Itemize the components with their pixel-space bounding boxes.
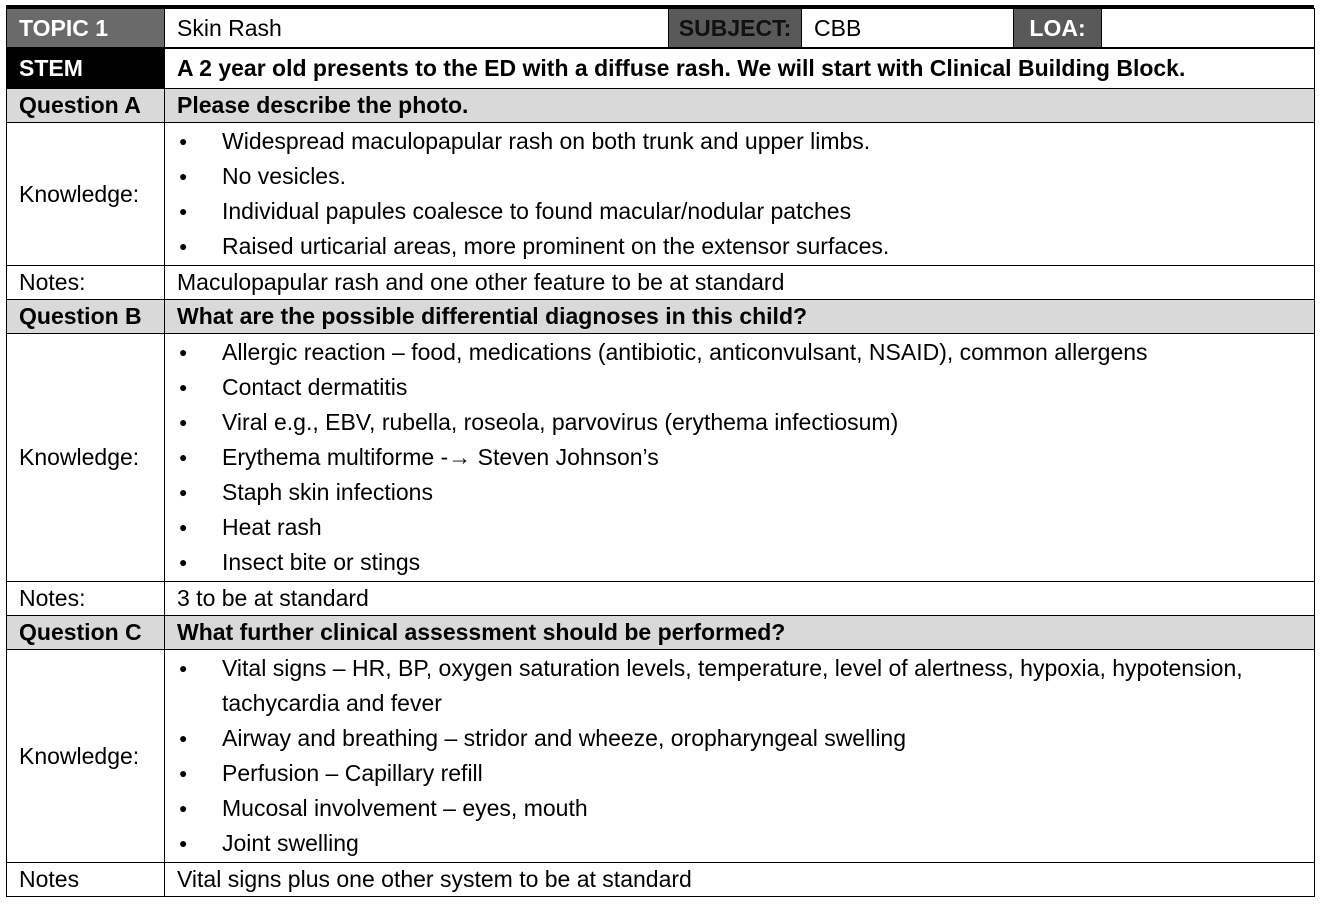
question-c-knowledge-list xyxy=(177,651,1314,861)
stem-row xyxy=(7,49,1315,89)
question-c-knowledge xyxy=(165,650,1315,863)
question-b-label: Question B xyxy=(7,300,165,334)
list-item: ● No vesicles. xyxy=(177,159,1314,194)
assessment-sheet xyxy=(6,8,1314,897)
list-item: ● Viral e.g., EBV, rubella, roseola, parvovirus (erythema infectiosum) xyxy=(177,405,1314,440)
question-c-notes: Vital signs plus one other system to be at standard xyxy=(165,863,1315,897)
question-a-knowledge xyxy=(165,123,1315,266)
list-item: ● Staph skin infections xyxy=(177,475,1314,510)
question-b-knowledge xyxy=(165,334,1315,582)
question-c-prompt: What further clinical assessment should be performed? xyxy=(165,616,1315,650)
question-a-notes: Maculopapular rash and one other feature to be at standard xyxy=(165,266,1315,300)
list-item: ● Widespread maculopapular rash on both trunk and upper limbs. xyxy=(177,124,1314,159)
question-a-notes-label: Notes: xyxy=(7,266,165,300)
question-b-row xyxy=(7,300,1315,334)
list-item: ● Insect bite or stings xyxy=(177,545,1314,580)
topic-label: TOPIC 1 xyxy=(7,9,165,48)
question-a-knowledge-row xyxy=(7,123,1315,266)
question-b-prompt: What are the possible differential diagnoses in this child? xyxy=(165,300,1315,334)
loa-label: LOA: xyxy=(1014,9,1102,48)
question-a-label: Question A xyxy=(7,89,165,123)
list-item: ● Vital signs – HR, BP, oxygen saturation levels, temperature, level of alertness, hypoxia, hypotension, tachycardia and fever xyxy=(177,651,1314,721)
question-a-knowledge-label: Knowledge: xyxy=(7,123,165,266)
subject-value: CBB xyxy=(802,9,1014,48)
question-c-notes-label: Notes xyxy=(7,863,165,897)
topic-value: Skin Rash xyxy=(165,9,669,48)
question-a-knowledge-list xyxy=(177,124,1314,264)
question-a-notes-row xyxy=(7,266,1315,300)
question-b-notes-label: Notes: xyxy=(7,582,165,616)
list-item: ● Raised urticarial areas, more prominent on the extensor surfaces. xyxy=(177,229,1314,264)
header-table xyxy=(6,8,1315,48)
list-item: ● Heat rash xyxy=(177,510,1314,545)
loa-value xyxy=(1102,9,1315,48)
list-item: ● Perfusion – Capillary refill xyxy=(177,756,1314,791)
question-c-row xyxy=(7,616,1315,650)
list-item: ● Mucosal involvement – eyes, mouth xyxy=(177,791,1314,826)
list-item: ● Contact dermatitis xyxy=(177,370,1314,405)
question-b-notes-row xyxy=(7,582,1315,616)
list-item: ● Individual papules coalesce to found macular/nodular patches xyxy=(177,194,1314,229)
question-c-knowledge-row xyxy=(7,650,1315,863)
stem-label: STEM xyxy=(7,49,165,89)
question-a-prompt: Please describe the photo. xyxy=(165,89,1315,123)
question-a-row xyxy=(7,89,1315,123)
content-table xyxy=(6,48,1315,897)
question-c-notes-row xyxy=(7,863,1315,897)
list-item: ● Erythema multiforme -→ Steven Johnson’s xyxy=(177,440,1314,475)
question-b-notes: 3 to be at standard xyxy=(165,582,1315,616)
list-item: ● Airway and breathing – stridor and wheeze, oropharyngeal swelling xyxy=(177,721,1314,756)
header-row xyxy=(7,9,1315,48)
question-b-knowledge-list xyxy=(177,335,1314,580)
subject-label: SUBJECT: xyxy=(669,9,802,48)
question-b-knowledge-label: Knowledge: xyxy=(7,334,165,582)
question-c-knowledge-label: Knowledge: xyxy=(7,650,165,863)
list-item: ● Allergic reaction – food, medications (antibiotic, anticonvulsant, NSAID), common allergens xyxy=(177,335,1314,370)
question-b-knowledge-row xyxy=(7,334,1315,582)
list-item: ● Joint swelling xyxy=(177,826,1314,861)
stem-text: A 2 year old presents to the ED with a diffuse rash. We will start with Clinical Building Block. xyxy=(165,49,1315,89)
question-c-label: Question C xyxy=(7,616,165,650)
